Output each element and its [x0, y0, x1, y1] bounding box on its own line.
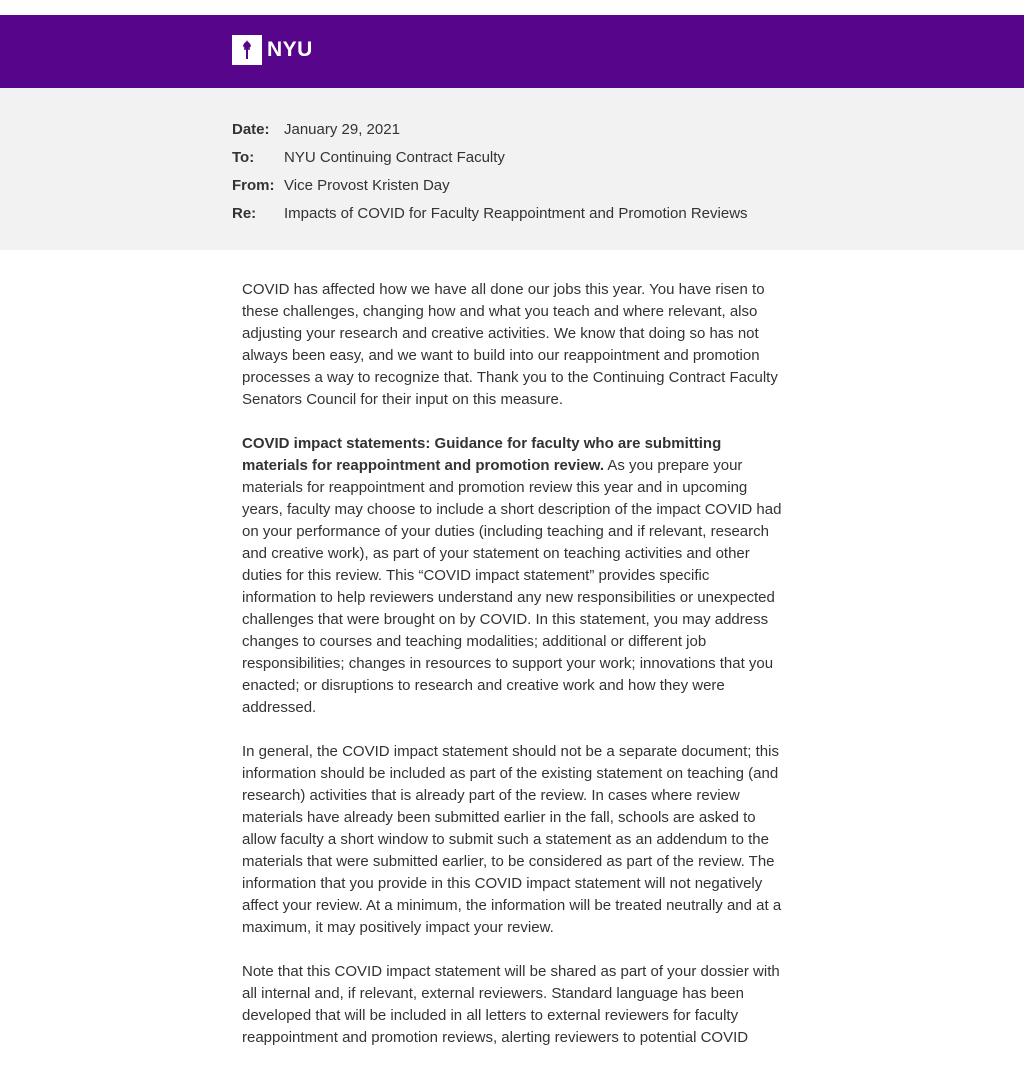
guidance-heading: COVID impact statements: Guidance for faculty who are submitting materials for reappointment and promotion review.: [242, 435, 722, 474]
re-value: Impacts of COVID for Faculty Reappointment and Promotion Reviews: [284, 204, 748, 222]
to-label: To:: [232, 148, 255, 166]
date-value: January 29, 2021: [284, 120, 400, 138]
paragraph-intro: COVID has affected how we have all done our jobs this year. You have risen to these challenges, changing how and what you teach and where relevant, also adjusting your research and creative activities. We know that doing so has not always been easy, and we want to build into our reappointment and promotion processes a way to recognize that. Thank you to the Continuing Contract Faculty Senators Council for their input on this measure.: [242, 281, 778, 408]
nyu-logo[interactable]: [232, 35, 313, 65]
memo-date-row: [232, 115, 748, 143]
from-label: From:: [232, 176, 275, 194]
memo-re-row: [232, 199, 748, 227]
header-banner: [0, 15, 1024, 88]
guidance-text: As you prepare your materials for reappointment and promotion review this year and in upcoming years, faculty may choose to include a short description of the impact COVID had on your performance of your duties (including teaching and if relevant, research and creative work), as part of your statement on teaching activities and other duties for this review. This “COVID impact statement” provides specific information to help reviewers understand any new responsibilities or unexpected challenges that were brought on by COVID. In this statement, you may address changes to courses and teaching modalities; additional or different job responsibilities; changes in resources to support your work; innovations that you enacted; or disruptions to research and creative work and how they were addressed.: [242, 457, 782, 716]
memo-body: [242, 279, 787, 1071]
memo-from-row: [232, 171, 748, 199]
date-label: Date:: [232, 120, 270, 138]
memo-meta: [232, 115, 748, 227]
torch-icon: [232, 35, 262, 65]
memo-to-row: [232, 143, 748, 171]
memo-header: [0, 88, 1024, 250]
to-value: NYU Continuing Contract Faculty: [284, 148, 505, 166]
paragraph-note: Note that this COVID impact statement will be shared as part of your dossier with all internal and, if relevant, external reviewers. Standard language has been developed that will be included in all letters to external reviewers for faculty reappointment and promotion reviews, alerting reviewers to potential COVID: [242, 963, 780, 1046]
paragraph-guidance: [242, 433, 787, 719]
from-value: Vice Provost Kristen Day: [284, 176, 450, 194]
paragraph-general: In general, the COVID impact statement should not be a separate document; this information should be included as part of the existing statement on teaching (and research) activities that is already part of the review. In cases where review materials have already been submitted earlier in the fall, schools are asked to allow faculty a short window to submit such a statement as an addendum to the materials that were submitted earlier, to be considered as part of the review. The information that you provide in this COVID impact statement will not negatively affect your review. At a minimum, the information will be treated neutrally and at a maximum, it may positively impact your review.: [242, 743, 782, 936]
top-strip: [0, 0, 1024, 15]
re-label: Re:: [232, 204, 257, 222]
logo-text: NYU: [267, 38, 313, 61]
